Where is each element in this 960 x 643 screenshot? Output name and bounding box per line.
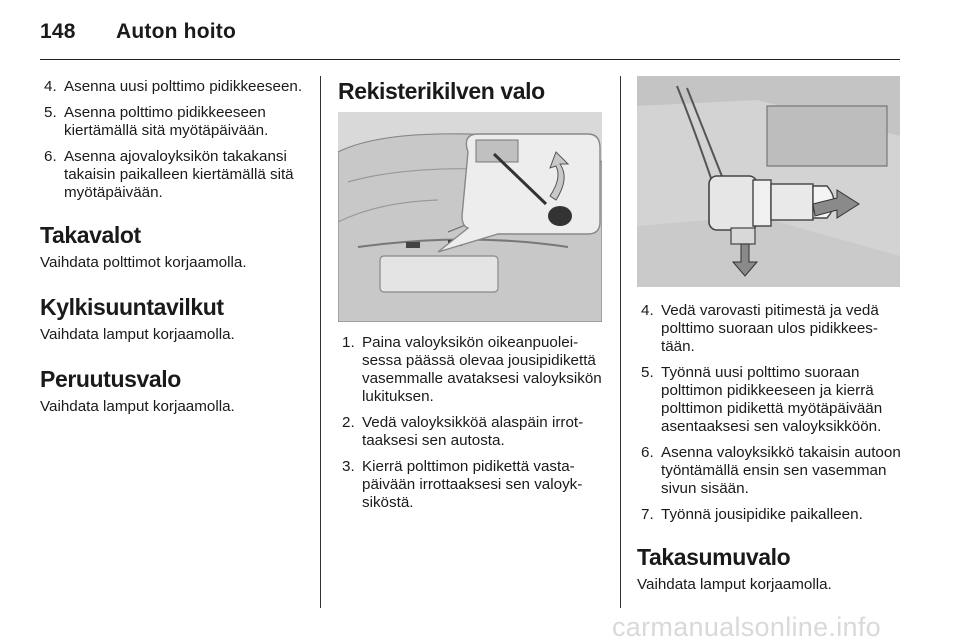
step-item xyxy=(40,148,306,202)
license-plate-light-figure xyxy=(338,112,602,322)
bulb-removal-illustration xyxy=(637,76,900,287)
section-body: Vaihdata lamput korjaamolla. xyxy=(40,398,235,415)
column-1 xyxy=(40,78,306,438)
column-2-steps xyxy=(338,334,606,520)
page-number: 148 xyxy=(40,20,76,43)
section-body: Vaihdata lamput korjaamolla. xyxy=(40,326,235,343)
step-text: Asenna uusi polttimo pidikkeeseen. xyxy=(64,78,303,95)
step-number: 1. xyxy=(342,334,355,351)
step-number: 2. xyxy=(342,414,355,431)
step-text: Asenna valoyksikkö takaisin autoon työntämällä ensin sen vasemman sivun sisään. xyxy=(661,444,901,497)
step-item xyxy=(338,334,606,406)
step-item xyxy=(338,414,606,450)
step-text: Työnnä uusi polttimo suoraan polttimon pidikkeeseen ja kierrä polttimon pidikettä myötäpäivään asentaaksesi sen valoyksikköön. xyxy=(661,364,883,435)
bulb-holder-figure xyxy=(637,76,900,287)
page-header xyxy=(40,20,236,44)
step-text: Kierrä polttimon pidikettä vastapäivään irrottaaksesi sen valoyksiköstä. xyxy=(362,458,583,511)
column-3 xyxy=(637,302,903,616)
step-item xyxy=(40,78,306,96)
car-rear-illustration xyxy=(338,112,602,322)
step-item xyxy=(637,506,903,524)
section-body: Vaihdata lamput korjaamolla. xyxy=(637,576,832,593)
step-text: Paina valoyksikön oikeanpuoleisessa päässä olevaa jousipidikettä vasemmalle avataksesi valoyksikön lukituksen. xyxy=(362,334,602,405)
step-item xyxy=(40,104,306,140)
column-divider-1 xyxy=(320,76,321,608)
section-body: Vaihdata polttimot korjaamolla. xyxy=(40,254,247,271)
step-number: 6. xyxy=(641,444,654,461)
step-list xyxy=(40,78,306,202)
section-heading: Peruutusvalo xyxy=(40,366,181,392)
section-heading: Kylkisuuntavilkut xyxy=(40,294,224,320)
column-divider-2 xyxy=(620,76,621,608)
step-list xyxy=(637,302,903,524)
step-list xyxy=(338,334,606,512)
section-heading: Rekisterikilven valo xyxy=(338,78,545,104)
step-number: 6. xyxy=(44,148,57,165)
step-item xyxy=(338,458,606,512)
step-number: 4. xyxy=(44,78,57,95)
step-number: 5. xyxy=(641,364,654,381)
step-number: 4. xyxy=(641,302,654,319)
header-rule xyxy=(40,59,900,60)
step-text: Asenna ajovaloyksikön takakansi takaisin paikalleen kiertämällä sitä myötäpäivään. xyxy=(64,148,294,201)
step-item xyxy=(637,302,903,356)
step-item xyxy=(637,364,903,436)
section-heading: Takasumuvalo xyxy=(637,544,791,570)
chapter-title: Auton hoito xyxy=(116,20,236,43)
step-text: Asenna polttimo pidikkeeseen kiertämällä sitä myötäpäivään. xyxy=(64,104,269,139)
step-text: Vedä varovasti pitimestä ja vedä polttimo suoraan ulos pidikkeestään. xyxy=(661,302,879,355)
step-item xyxy=(637,444,903,498)
section-heading: Takavalot xyxy=(40,222,141,248)
step-number: 7. xyxy=(641,506,654,523)
step-number: 3. xyxy=(342,458,355,475)
watermark: carmanualsonline.info xyxy=(612,612,881,642)
step-text: Työnnä jousipidike paikalleen. xyxy=(661,506,863,523)
step-number: 5. xyxy=(44,104,57,121)
step-text: Vedä valoyksikköä alaspäin irrottaaksesi sen autosta. xyxy=(362,414,584,449)
